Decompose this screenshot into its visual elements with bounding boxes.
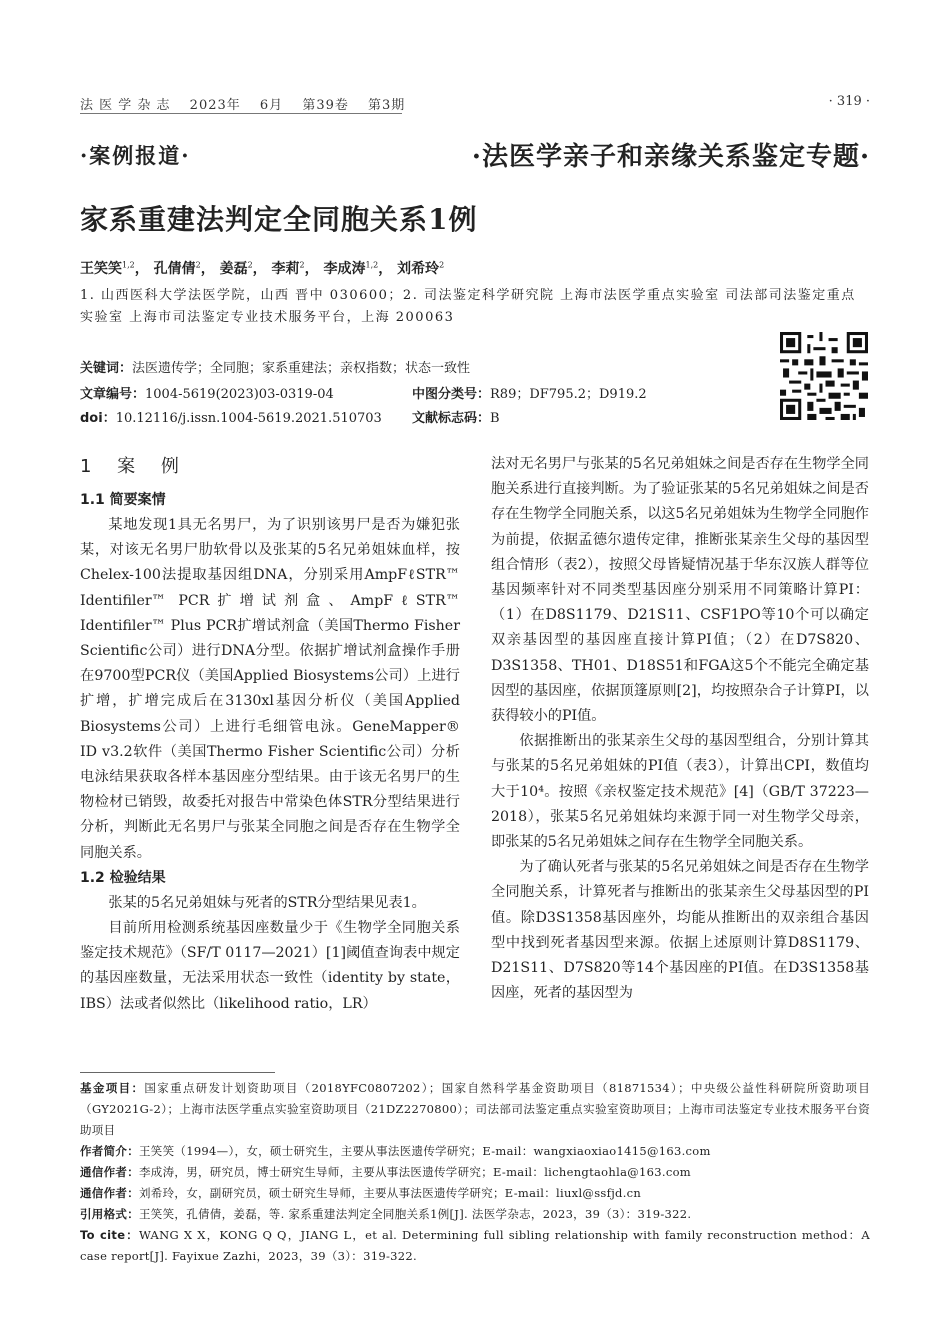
year: 2023年: [189, 98, 241, 113]
subsection-heading: 1.2 检验结果: [80, 869, 166, 886]
author-list: 王笑笑$^{1,2}$， 孔倩倩$^2$， 姜磊$^2$， 李莉$^2$， 李成涛$^{1,2}$， 刘希玲$^2$: [80, 260, 445, 277]
to-cite: To cite：WANG X X，KONG Q Q，JIANG L，et al. Determining full sibling relationship with family reconstruction method：A case report[J]. Fayixue Zazhi，2023，39（3）：319-322.: [80, 1228, 871, 1263]
document-code: 文献标志码：B: [412, 411, 500, 426]
author: 李成涛: [323, 261, 366, 277]
footnote-rule: [80, 1072, 275, 1073]
header-rule: [80, 113, 402, 114]
footnotes: [80, 1078, 870, 1267]
qr-code-icon: [780, 332, 868, 420]
month: 6月: [259, 98, 284, 113]
paragraph: 为了确认死者与张某的5名兄弟姐妹之间是否存在生物学全同胞关系，计算死者与推断出的张某亲生父母基因型的PI值。除D3S1358基因座外，均能从推断出的双亲组合基因型中找到死者基因型来源。依据上述原则计算D8S1179、D21S11、D7S820等14个基因座的PI值。在D3S1358基因座，死者的基因型为: [491, 859, 869, 1002]
body-left-column: [80, 452, 460, 1017]
doi: doi：10.12116/j.issn.1004-5619.2021.510703: [80, 411, 382, 426]
citation-format: 引用格式：王笑笑，孔倩倩，姜磊，等. 家系重建法判定全同胞关系1例[J]. 法医学杂志，2023，39（3）：319-322.: [80, 1207, 692, 1221]
author: 姜磊: [219, 261, 248, 277]
paragraph: 目前所用检测系统基因座数量少于《生物学全同胞关系鉴定技术规范》（SF/T 0117—2021）[1]阈值查询表中规定的基因座数量，无法采用状态一致性（identity by state，IBS）法或者似然比（likelihood ratio，LR）: [80, 920, 460, 1012]
keywords: 关键词：法医遗传学；全同胞；家系重建法；亲权指数；状态一致性: [80, 361, 471, 376]
author: 孔倩倩: [153, 261, 196, 277]
paragraph: 法对无名男尸与张某的5名兄弟姐妹之间是否存在生物学全同胞关系进行直接判断。为了验证张某的5名兄弟姐妹之间是否存在生物学全同胞关系，以这5名兄弟姐妹为生物学全同胞作为前提，依据孟德尔遗传定律，推断张某亲生父母的基因型组合情形（表2），按照父母皆疑情况基于华东汉族人群等位基因频率针对不同类型基因座分别采用不同策略计算PI：（1）在D8S1179、D21S11、CSF1PO等10个可以确定双亲基因型的基因座直接计算PI值；（2）在D7S820、D3S1358、TH01、D18S51和FGA这5个不能完全确定基因型的基因座，依据顶篷原则[2]，均按照杂合子计算PI，以获得较小的PI值。: [491, 456, 869, 725]
fund-note: 基金项目：国家重点研发计划资助项目（2018YFC0807202）；国家自然科学基金资助项目（81871534）；中央级公益性科研院所资助项目（GY2021G-2）；上海市法医学重点实验室资助项目（21DZ2270800）；司法部司法鉴定重点实验室资助项目；上海市司法鉴定专业技术服务平台资助项目: [80, 1081, 871, 1137]
paragraph: 张某的5名兄弟姐妹与死者的STR分型结果见表1。: [108, 894, 426, 911]
article-number: 文章编号：1004-5619(2023)03-0319-04: [80, 387, 334, 402]
subsection-heading: 1.1 简要案情: [80, 492, 166, 508]
body-right-column: [491, 452, 869, 1006]
journal-name: 法 医 学 杂 志: [80, 98, 171, 113]
issue: 第3期: [368, 98, 406, 113]
column-label: ·案例报道·: [80, 143, 191, 168]
author: 李莉: [271, 261, 300, 277]
corresponding-author: 通信作者：李成涛，男，研究员，博士研究生导师，主要从事法医遗传学研究；E-mail：lichengtaohla@163.com: [80, 1165, 691, 1179]
author-bio: 作者简介：王笑笑（1994—），女，硕士研究生，主要从事法医遗传学研究；E-mail：wangxiaoxiao1415@163.com: [80, 1144, 711, 1158]
section-heading: 1 案 例: [80, 456, 189, 477]
clc-number: 中图分类号：R89；DF795.2；D919.2: [412, 387, 647, 402]
author: 王笑笑: [80, 261, 122, 277]
paragraph: 依据推断出的张某亲生父母的基因型组合，分别计算其与张某的5名兄弟姐妹的PI值（表3），计算出CPI，数值均大于10⁴。按照《亲权鉴定技术规范》[4]（GB/T 37223—2018），张某5名兄弟姐妹均来源于同一对生物学父母亲，即张某的5名兄弟姐妹之间存在生物学全同胞关系。: [491, 733, 869, 851]
paragraph: 某地发现1具无名男尸，为了识别该男尸是否为嫌犯张某，对该无名男尸肋软骨以及张某的5名兄弟姐妹血样，按Chelex-100法提取基因组DNA，分别采用AmpFℓSTR™ Identifiler™ PCR扩增试剂盒、AmpFℓSTR™ Identifiler™ Plus PCR扩增试剂盒（美国Thermo Fisher Scientific公司）进行DNA分型。依据扩增试剂盒操作手册在9700型PCR仪（美国Applied Biosystems公司）上进行扩增，扩增完成后在3130xl基因分析仪（美国Applied Biosystems公司）上进行毛细管电泳。GeneMapper® ID v3.2软件（美国Thermo Fisher Scientific公司）分析电泳结果获取各样本基因座分型结果。由于该无名男尸的生物检材已销毁，故委托对报告中常染色体STR分型结果进行分析，判断此无名男尸与张某全同胞之间是否存在生物学全同胞关系。: [80, 517, 460, 861]
column-topic: ·法医学亲子和亲缘关系鉴定专题·: [471, 142, 870, 172]
affiliations: 1. 山西医科大学法医学院，山西 晋中 030600；2. 司法鉴定科学研究院 上海市法医学重点实验室 司法部司法鉴定重点实验室 上海市司法鉴定专业技术服务平台，上海 200063: [80, 288, 856, 325]
page-number: · 319 ·: [828, 94, 870, 109]
volume: 第39卷: [302, 98, 349, 113]
running-header: [80, 94, 419, 113]
article-title: 家系重建法判定全同胞关系1例: [80, 203, 478, 236]
corresponding-author: 通信作者：刘希玲，女，副研究员，硕士研究生导师，主要从事法医遗传学研究；E-mail：liuxl@ssfjd.cn: [80, 1186, 642, 1200]
author: 刘希玲: [397, 261, 440, 277]
